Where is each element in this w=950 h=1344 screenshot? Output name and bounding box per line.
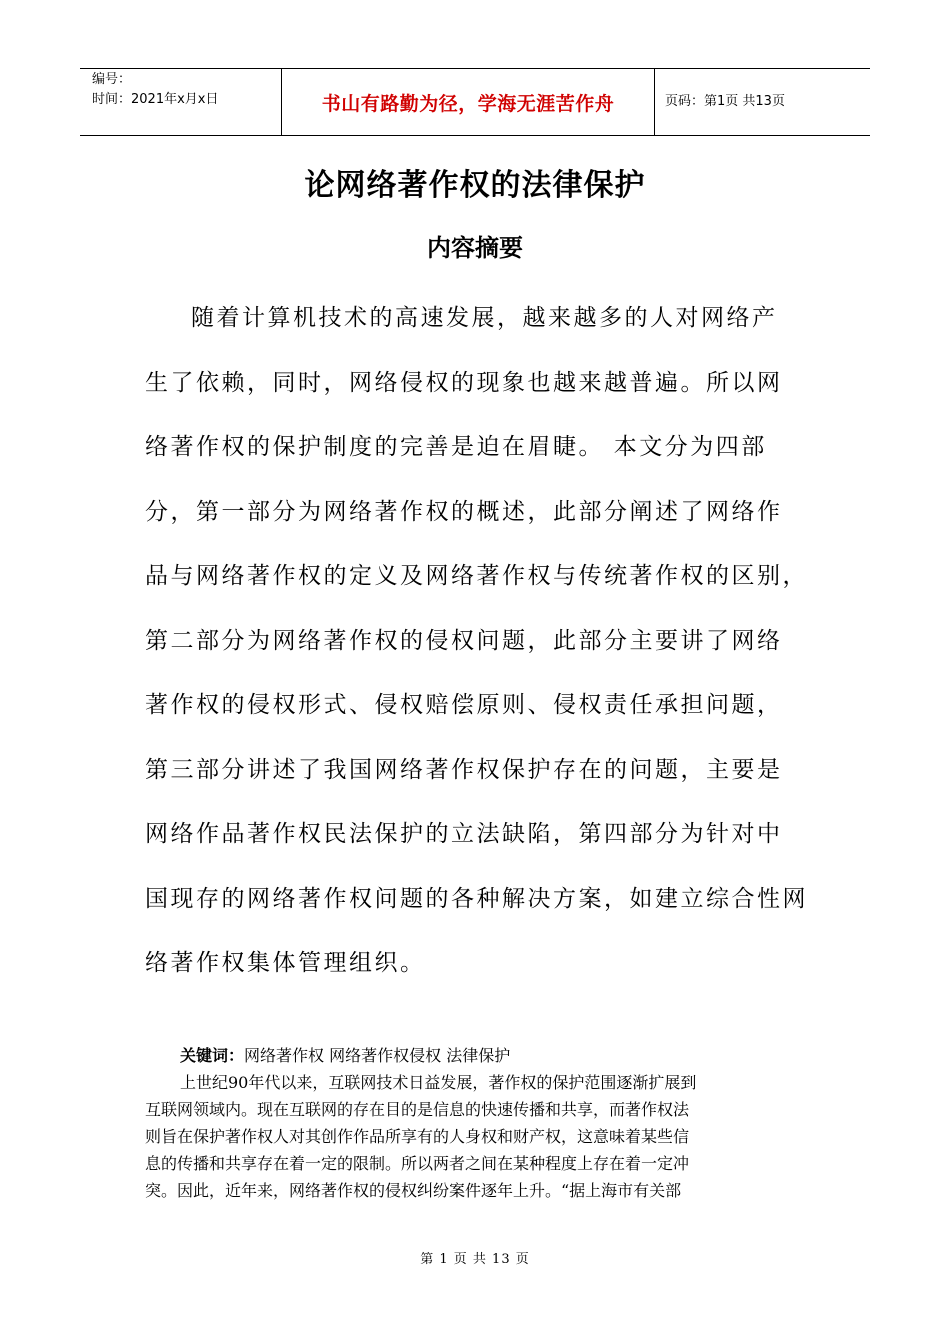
keywords-text: 网络著作权 网络著作权侵权 法律保护 xyxy=(244,1046,511,1065)
motto-text: 书山有路勤为径，学海无涯苦作舟 xyxy=(321,92,615,115)
body-line: 互联网领域内。现在互联网的存在目的是信息的快速传播和共享，而著作权法 xyxy=(145,1100,690,1119)
page-footer: 第 1 页 共 13 页 xyxy=(420,1252,530,1267)
body-line: 息的传播和共享存在着一定的限制。所以两者之间在某种程度上存在着一定冲 xyxy=(145,1154,690,1173)
page-info: 页码：第1页 共13页 xyxy=(665,94,785,109)
abstract-paragraph xyxy=(145,286,808,996)
abstract-line: 国现存的网络著作权问题的各种解决方案，如建立综合性网 xyxy=(145,885,808,912)
document-title: 论网络著作权的法律保护 xyxy=(304,168,646,203)
body-line: 上世纪90年代以来，互联网技术日益发展，著作权的保护范围逐渐扩展到 xyxy=(180,1073,697,1092)
body-line: 则旨在保护著作权人对其创作作品所享有的人身权和财产权，这意味着某些信 xyxy=(145,1127,690,1146)
abstract-heading: 内容摘要 xyxy=(427,233,523,262)
abstract-line: 品与网络著作权的定义及网络著作权与传统著作权的区别， xyxy=(145,563,808,589)
abstract-line: 网络作品著作权民法保护的立法缺陷，第四部分为针对中 xyxy=(145,821,783,847)
abstract-line: 著作权的侵权形式、侵权赔偿原则、侵权责任承担问题， xyxy=(145,692,783,718)
header-page-cell xyxy=(655,69,870,135)
document-header xyxy=(80,68,870,136)
abstract-line: 络著作权集体管理组织。 xyxy=(145,950,426,976)
keywords-label: 关键词： xyxy=(180,1046,245,1065)
abstract-line: 络著作权的保护制度的完善是迫在眉睫。 本文分为四部 xyxy=(145,434,767,460)
keywords-line xyxy=(145,1042,810,1069)
abstract-line: 第二部分为网络著作权的侵权问题，此部分主要讲了网络 xyxy=(145,627,783,654)
body-line: 突。因此，近年来，网络著作权的侵权纠纷案件逐年上升。“据上海市有关部 xyxy=(145,1181,682,1200)
abstract-line: 生了依赖，同时，网络侵权的现象也越来越普遍。所以网 xyxy=(145,369,783,396)
header-motto-cell xyxy=(282,69,655,135)
header-meta-cell xyxy=(80,69,282,135)
body-text xyxy=(145,1042,810,1204)
number-label: 编号： xyxy=(92,72,132,87)
abstract-line: 随着计算机技术的高速发展，越来越多的人对网络产 xyxy=(191,305,778,331)
abstract-line: 分，第一部分为网络著作权的概述，此部分阐述了网络作 xyxy=(145,498,783,525)
abstract-line: 第三部分讲述了我国网络著作权保护存在的问题，主要是 xyxy=(145,756,783,783)
time-label: 时间：2021年x月x日 xyxy=(92,92,219,107)
